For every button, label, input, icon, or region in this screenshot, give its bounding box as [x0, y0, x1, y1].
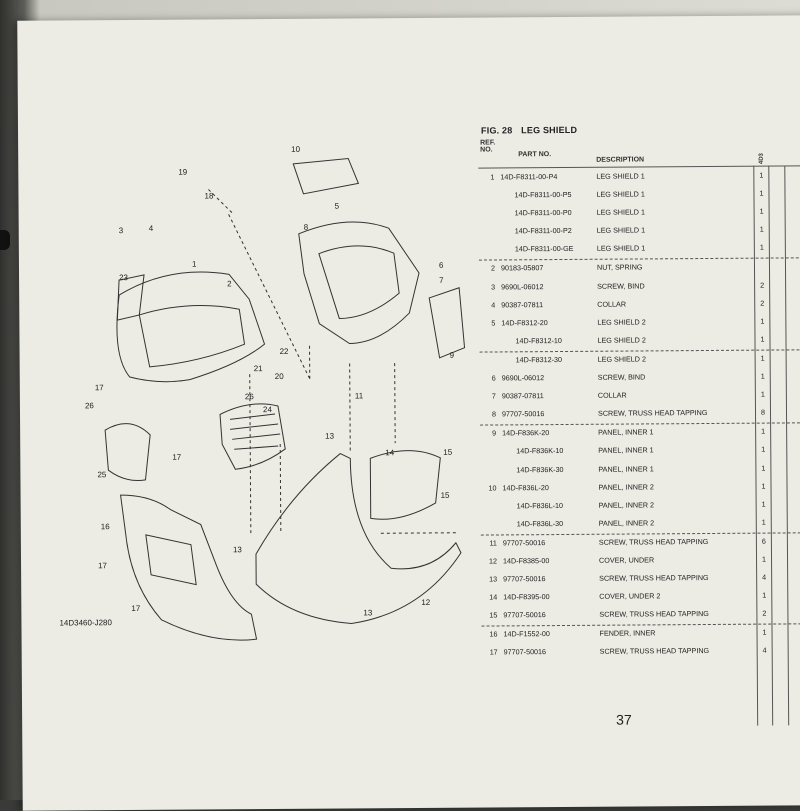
description-cell: SCREW, BIND	[598, 372, 646, 381]
table-row	[479, 295, 800, 315]
callout-26: 26	[85, 401, 95, 410]
part-no-cell: 14D-F8311-00-GE	[515, 244, 574, 253]
ref-no-cell: 15	[483, 611, 497, 620]
figure-name: LEG SHIELD	[521, 125, 577, 135]
table-row	[481, 532, 800, 553]
header-qty-code: 4D3	[759, 153, 765, 164]
part-no-cell: 14D-F836L-20	[502, 483, 548, 492]
part-no-cell: 97707-50016	[504, 648, 546, 657]
ref-no-cell: 13	[483, 575, 497, 584]
description-cell: PANEL, INNER 1	[598, 428, 653, 437]
part-no-cell: 14D-F836K-20	[502, 428, 549, 437]
ref-no-cell: 5	[481, 318, 495, 327]
part-no-cell: 97707-50016	[503, 610, 545, 619]
part-no-cell: 90387-07811	[501, 300, 543, 309]
fender-16-vents	[146, 535, 196, 585]
part-25-shape	[105, 423, 150, 480]
table-row	[479, 313, 800, 333]
callout-3: 3	[119, 226, 124, 235]
callout-22: 22	[280, 347, 290, 356]
description-cell: PANEL, INNER 1	[598, 464, 653, 473]
diagram-lines	[103, 158, 466, 641]
part-no-cell: 14D-F836L-10	[517, 501, 563, 510]
callout-20: 20	[275, 372, 285, 381]
callout-labels	[83, 144, 456, 620]
part-no-cell: 14D-F1552-00	[504, 629, 550, 638]
callout-17b: 17	[172, 453, 182, 462]
callout-17c: 17	[98, 561, 108, 570]
ref-no-cell: 9	[482, 429, 496, 438]
ref-no-cell: 3	[481, 282, 495, 291]
callout-4: 4	[149, 224, 154, 233]
table-row	[479, 258, 800, 279]
part-10-shape	[293, 158, 358, 193]
qty-cell: 8	[761, 408, 765, 417]
figure-title	[481, 125, 583, 136]
leg-shield-2-inner	[319, 246, 400, 319]
description-cell: COLLAR	[598, 391, 627, 400]
table-row	[482, 643, 800, 663]
binder-ring	[0, 230, 10, 250]
table-row	[479, 277, 800, 297]
description-cell: LEG SHIELD 1	[597, 244, 645, 253]
description-cell: SCREW, TRUSS HEAD TAPPING	[598, 408, 707, 418]
callout-21: 21	[254, 364, 264, 373]
header-part-no: PART NO.	[518, 151, 551, 158]
table-row	[480, 349, 800, 370]
table-row	[479, 331, 800, 351]
part-no-cell: 14D-F836K-10	[516, 446, 563, 455]
description-cell: LEG SHIELD 2	[597, 335, 645, 344]
table-row	[480, 404, 800, 424]
qty-cell: 6	[762, 536, 766, 545]
qty-cell: 1	[761, 354, 765, 363]
manual-page	[17, 15, 800, 811]
part-no-cell: 14D-F8385-00	[503, 556, 549, 565]
description-cell: SCREW, TRUSS HEAD TAPPING	[599, 609, 708, 619]
description-cell: SCREW, TRUSS HEAD TAPPING	[599, 573, 708, 583]
qty-cell: 1	[762, 499, 766, 508]
qty-cell: 1	[760, 316, 764, 325]
ref-no-cell: 12	[483, 556, 497, 565]
part-no-cell: 14D-F8311-00-P5	[514, 190, 571, 199]
part-no-cell: 97707-50016	[503, 538, 545, 547]
qty-cell: 1	[761, 481, 765, 490]
part-no-cell: 14D-F8312-30	[516, 355, 562, 364]
qty-cell: 2	[762, 609, 766, 618]
part-no-cell: 14D-F8311-00-P0	[515, 208, 572, 217]
qty-cell: 1	[759, 171, 763, 180]
leg-shield-1-shape	[117, 272, 265, 382]
qty-cell: 1	[760, 207, 764, 216]
table-row	[479, 221, 800, 241]
description-cell: LEG SHIELD 1	[597, 226, 645, 235]
qty-cell: 2	[760, 280, 764, 289]
ref-no-cell: 4	[481, 300, 495, 309]
ref-no-cell: 2	[481, 264, 495, 273]
description-cell: LEG SHIELD 1	[596, 171, 644, 180]
callout-23: 23	[119, 273, 129, 282]
header-description: DESCRIPTION	[596, 156, 644, 163]
table-row	[478, 185, 800, 205]
description-cell: LEG SHIELD 1	[597, 208, 645, 217]
description-cell: COLLAR	[597, 299, 626, 308]
qty-cell: 4	[763, 646, 767, 655]
part-no-cell: 14D-F8312-10	[515, 336, 561, 345]
table-row	[480, 423, 800, 444]
callout-8: 8	[304, 223, 309, 232]
qty-cell: 2	[760, 298, 764, 307]
description-cell: PANEL, INNER 2	[599, 518, 654, 527]
description-cell: NUT, SPRING	[597, 263, 643, 272]
ref-no-cell: 8	[482, 410, 496, 419]
qty-cell: 1	[760, 334, 764, 343]
callout-15b: 15	[441, 491, 451, 500]
panel-9-shape	[429, 288, 464, 358]
part-no-cell: 14D-F836K-30	[516, 464, 563, 473]
table-row	[480, 442, 800, 462]
callout-18: 18	[204, 191, 214, 200]
description-cell: SCREW, TRUSS HEAD TAPPING	[599, 537, 708, 547]
description-cell: LEG SHIELD 1	[596, 190, 644, 199]
callout-17a: 17	[95, 383, 105, 392]
callout-1: 1	[192, 260, 197, 269]
table-row	[479, 240, 800, 260]
leg-shield-1-inner	[139, 305, 244, 367]
description-cell: SCREW, TRUSS HEAD TAPPING	[600, 646, 709, 656]
diagram-code: 14D3460-J280	[59, 618, 112, 627]
ref-no-cell: 10	[482, 483, 496, 492]
description-cell: COVER, UNDER	[599, 555, 654, 564]
part-no-cell: 14D-F8311-00-P2	[515, 226, 572, 235]
page-number: 37	[616, 712, 632, 728]
table-row	[480, 368, 800, 388]
leader-lines	[208, 188, 455, 535]
qty-cell: 1	[760, 225, 764, 234]
callout-9: 9	[450, 351, 455, 360]
figure-number: FIG. 28	[481, 125, 512, 135]
ref-no-cell: 6	[482, 374, 496, 383]
table-row	[479, 203, 800, 223]
description-cell: PANEL, INNER 2	[599, 500, 654, 509]
ref-no-cell: 7	[482, 392, 496, 401]
qty-cell: 1	[761, 372, 765, 381]
callout-5: 5	[335, 202, 340, 211]
qty-cell: 1	[762, 591, 766, 600]
parts-table	[478, 167, 800, 663]
table-row	[478, 167, 800, 187]
part-no-cell: 90183-05807	[501, 264, 543, 273]
table-row	[481, 496, 800, 516]
description-cell: PANEL, INNER 1	[598, 446, 653, 455]
exploded-diagram	[48, 113, 492, 676]
fender-16-shape	[121, 494, 257, 641]
description-cell: LEG SHIELD 2	[598, 354, 646, 363]
qty-cell: 1	[759, 189, 763, 198]
part-no-cell: 90387-07811	[502, 391, 544, 400]
under-cover-12-shape	[255, 453, 461, 624]
qty-cell: 1	[762, 555, 766, 564]
callout-16: 16	[101, 522, 111, 531]
header-ref-no: REF. NO.	[480, 139, 500, 153]
description-cell: PANEL, INNER 2	[598, 482, 653, 491]
callout-15a: 15	[443, 448, 453, 457]
table-row	[480, 386, 800, 406]
leg-shield-2-shape	[299, 222, 420, 344]
part-no-cell: 14D-F8395-00	[503, 592, 549, 601]
leg-shield-diagram	[48, 113, 492, 676]
ref-no-cell: 1	[480, 172, 494, 181]
part-no-cell: 9690L-06012	[502, 373, 544, 382]
qty-cell: 1	[761, 445, 765, 454]
qty-cell: 1	[761, 427, 765, 436]
description-cell: SCREW, BIND	[597, 281, 645, 290]
qty-cell: 4	[762, 573, 766, 582]
ref-no-cell: 16	[484, 630, 498, 639]
ref-no-cell: 14	[483, 593, 497, 602]
ref-no-cell: 17	[484, 648, 498, 657]
callout-12: 12	[421, 598, 431, 607]
panel-24-grille	[230, 414, 280, 449]
table-row	[481, 514, 800, 534]
table-row	[481, 551, 800, 571]
table-row	[481, 605, 800, 625]
part-no-cell: 97707-50016	[502, 409, 544, 418]
table-row	[481, 569, 800, 589]
callout-14: 14	[385, 448, 395, 457]
description-cell: LEG SHIELD 2	[597, 317, 645, 326]
callout-26b: 26	[245, 392, 255, 401]
qty-cell: 1	[762, 517, 766, 526]
callout-19: 19	[178, 168, 188, 177]
callout-6: 6	[439, 261, 444, 270]
part-no-cell: 14D-F8311-00-P4	[500, 172, 557, 181]
callout-24: 24	[263, 405, 273, 414]
qty-cell: 1	[763, 628, 767, 637]
callout-10: 10	[291, 145, 301, 154]
callout-2: 2	[227, 279, 232, 288]
description-cell: COVER, UNDER 2	[599, 591, 660, 600]
ref-no-cell: 11	[483, 538, 497, 547]
table-row	[481, 587, 800, 607]
part-no-cell: 9690L-06012	[501, 282, 543, 291]
callout-13a: 13	[325, 432, 335, 441]
callout-17d: 17	[131, 604, 141, 613]
part-no-cell: 14D-F8312-20	[501, 318, 547, 327]
table-row	[481, 624, 800, 645]
description-cell: FENDER, INNER	[600, 629, 656, 638]
callout-11: 11	[355, 391, 364, 400]
callout-13b: 13	[233, 545, 243, 554]
table-row	[480, 478, 800, 498]
callout-13c: 13	[363, 608, 373, 617]
qty-cell: 1	[760, 243, 764, 252]
cover-14-shape	[370, 450, 440, 519]
callout-25: 25	[97, 470, 107, 479]
part-no-cell: 14D-F836L-30	[517, 519, 563, 528]
table-row	[480, 460, 800, 480]
qty-cell: 1	[761, 463, 765, 472]
part-no-cell: 97707-50016	[503, 574, 545, 583]
callout-7: 7	[439, 276, 444, 285]
qty-cell: 1	[761, 390, 765, 399]
